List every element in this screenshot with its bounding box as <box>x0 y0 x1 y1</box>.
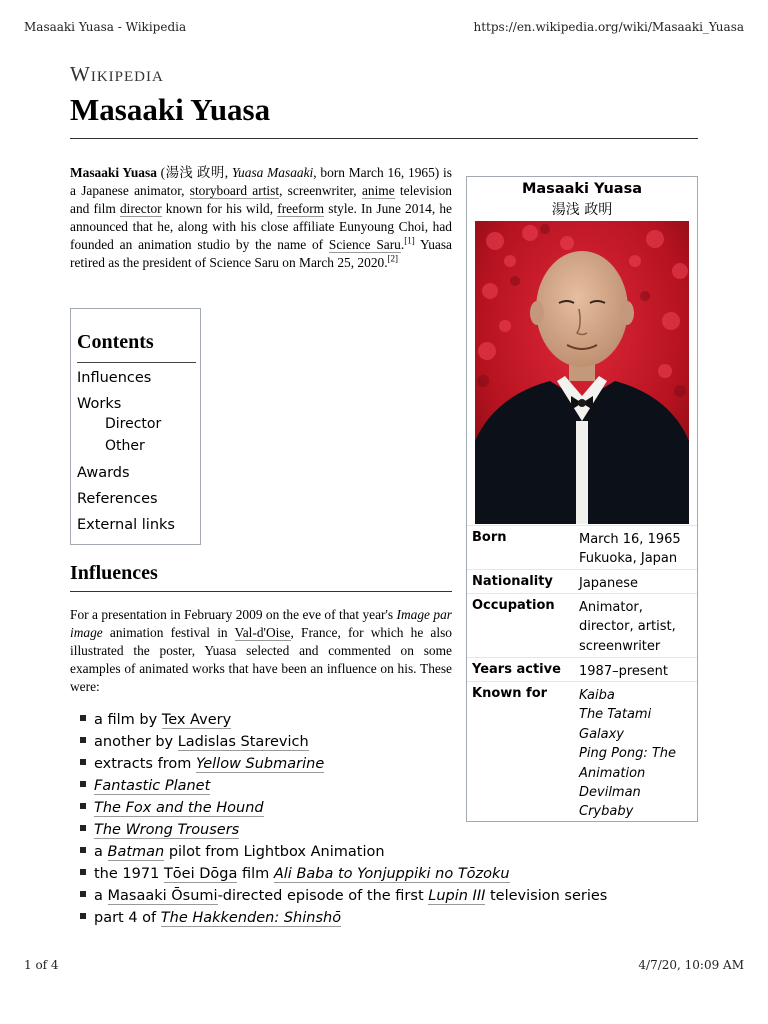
link-yellow-submarine[interactable]: Yellow Submarine <box>195 756 325 772</box>
link-freeform[interactable]: freeform <box>277 201 325 216</box>
infobox-title: Masaaki Yuasa <box>521 181 643 197</box>
link-tatami-galaxy[interactable]: Galaxy <box>579 726 625 742</box>
occupation-line: director, artist, <box>579 619 676 635</box>
infobox-row-years-active <box>467 657 697 681</box>
lead-paragraph <box>70 164 452 272</box>
link-ping-pong[interactable]: Animation <box>579 765 646 781</box>
list-item: the 1971 Tōei Dōga film Ali Baba to Yonjuppiki no Tōzoku <box>80 866 510 888</box>
occupation-value <box>579 598 695 656</box>
festival-name: Image par image <box>70 607 452 640</box>
print-footer <box>24 958 744 976</box>
lead-text: , <box>224 165 232 180</box>
lead-text: . <box>400 237 405 252</box>
infobox-row-occupation <box>467 593 697 657</box>
link-ping-pong[interactable]: Ping Pong: The <box>579 746 677 762</box>
lead-text: Yuasa retired as the president of Science Saru on March 25, 2020. <box>70 237 452 270</box>
years-active-label: Years active <box>472 662 561 677</box>
link-hakkenden[interactable]: The Hakkenden: Shinshō <box>160 910 342 926</box>
print-url: https://en.wikipedia.org/wiki/Masaaki_Yuasa <box>473 20 744 34</box>
lead-text: ( <box>156 165 166 180</box>
section-heading-influences: Influences <box>70 562 158 584</box>
link-science-saru[interactable]: Science Saru <box>328 237 401 252</box>
link-kaiba[interactable]: Kaiba <box>579 688 615 703</box>
born-date: March 16, 1965 <box>579 532 681 547</box>
link-lupin-iii[interactable]: Lupin III <box>428 888 486 904</box>
list-item <box>80 778 210 800</box>
list-item: a Batman pilot from Lightbox Animation <box>80 844 385 866</box>
lead-text: known for his wild, <box>161 201 278 216</box>
lead-text: style. In June 2014, he announced that he, along with his close affiliate Eunyoung Choi, had founded an animation studio by the name of <box>70 201 452 252</box>
bullet-icon <box>80 715 86 721</box>
list-item <box>80 822 239 844</box>
portrait-photo[interactable] <box>475 221 689 524</box>
table-of-contents <box>70 308 201 545</box>
link-wrong-trousers[interactable]: The Wrong Trousers <box>94 822 240 838</box>
infobox-native-name: 湯浅 政明 <box>551 202 613 218</box>
influences-text: , France, for which he also illustrated the poster, Yuasa selected and commented on some examples of animated works that have been an influence on his. These were: <box>70 625 452 694</box>
influences-paragraph <box>70 606 452 696</box>
toc-item-external-links[interactable]: External links <box>77 517 175 533</box>
link-tex-avery[interactable]: Tex Avery <box>161 712 232 728</box>
infobox-row-born <box>467 525 697 569</box>
print-timestamp: 4/7/20, 10:09 AM <box>638 958 744 972</box>
reference-2[interactable]: [2] <box>387 253 399 264</box>
infobox <box>466 176 698 822</box>
link-tatami-galaxy[interactable]: The Tatami <box>579 707 652 723</box>
list-item: a Masaaki Ōsumi-directed episode of the first Lupin III television series <box>80 888 607 910</box>
link-fox-and-the-hound[interactable]: The Fox and the Hound <box>94 800 264 816</box>
list-item <box>80 800 264 822</box>
bullet-icon <box>80 803 86 809</box>
years-active-text: 1987–present <box>579 664 669 679</box>
lead-text: , born March 16, 1965) is a Japanese animator, <box>70 165 452 198</box>
list-item: extracts from Yellow Submarine <box>80 756 324 778</box>
link-masaaki-osumi[interactable]: Masaaki Ōsumi <box>107 888 218 904</box>
reference-1[interactable]: [1] <box>404 235 415 246</box>
nationality-text: Japanese <box>579 576 639 591</box>
toc-item-works[interactable]: Works <box>77 396 122 412</box>
toc-item-awards[interactable]: Awards <box>77 465 130 481</box>
influences-text: For a presentation in February 2009 on the eve of that year's <box>70 607 397 622</box>
toc-item-influences[interactable]: Influences <box>77 370 152 386</box>
portrait-image <box>475 221 689 524</box>
toc-title: Contents <box>77 331 154 353</box>
occupation-line: Animator, <box>579 600 643 615</box>
bullet-icon <box>80 759 86 765</box>
toc-item-other[interactable]: Other <box>105 438 145 454</box>
bullet-icon <box>80 825 86 831</box>
page-title: Masaaki Yuasa <box>70 92 271 127</box>
influences-text: animation festival in <box>102 625 235 640</box>
link-devilman-crybaby[interactable]: Devilman <box>579 785 641 801</box>
link-fantastic-planet[interactable]: Fantastic Planet <box>94 778 211 794</box>
born-place: Fukuoka, Japan <box>579 551 678 567</box>
nationality-value <box>579 574 695 593</box>
occupation-line: screenwriter <box>579 638 661 654</box>
lead-name: Masaaki Yuasa <box>70 165 157 180</box>
bullet-icon <box>80 781 86 787</box>
infobox-row-known-for <box>467 681 697 821</box>
print-header <box>24 20 744 38</box>
bullet-icon <box>80 891 86 897</box>
lead-japanese: 湯浅 政明 <box>165 165 225 180</box>
lead-text: television and film <box>70 183 452 216</box>
lead-text: , screenwriter, <box>279 183 362 198</box>
bullet-icon <box>80 847 86 853</box>
title-divider <box>70 138 698 139</box>
list-item: part 4 of The Hakkenden: Shinshō <box>80 910 341 932</box>
infobox-row-nationality <box>467 569 697 593</box>
page-counter: 1 of 4 <box>24 958 59 972</box>
link-storyboard-artist[interactable]: storyboard artist <box>189 183 280 198</box>
link-director[interactable]: director <box>119 201 162 216</box>
known-for-label: Known for <box>472 686 548 701</box>
section-divider <box>70 591 452 592</box>
link-ladislas-starevich[interactable]: Ladislas Starevich <box>177 734 309 750</box>
list-item: a film by Tex Avery <box>80 712 231 734</box>
known-for-value <box>579 686 695 822</box>
bullet-icon <box>80 737 86 743</box>
years-active-value <box>579 662 695 681</box>
lead-romaji: Yuasa Masaaki <box>231 165 314 180</box>
link-toei-doga[interactable]: Tōei Dōga <box>163 866 238 882</box>
occupation-label: Occupation <box>472 598 555 613</box>
link-val-doise[interactable]: Val-d'Oise <box>234 625 291 640</box>
bullet-icon <box>80 869 86 875</box>
toc-divider <box>77 362 196 363</box>
born-value <box>579 530 695 569</box>
nationality-label: Nationality <box>472 574 553 589</box>
link-devilman-crybaby[interactable]: Crybaby <box>579 804 634 820</box>
wikipedia-wordmark: Wikipedia <box>70 62 164 86</box>
link-batman[interactable]: Batman <box>107 844 165 860</box>
born-label: Born <box>472 530 507 545</box>
link-ali-baba[interactable]: Ali Baba to Yonjuppiki no Tōzoku <box>273 866 510 882</box>
link-anime[interactable]: anime <box>361 183 395 198</box>
toc-item-references[interactable]: References <box>77 491 158 507</box>
list-item: another by Ladislas Starevich <box>80 734 309 756</box>
bullet-icon <box>80 913 86 919</box>
toc-item-director[interactable]: Director <box>105 416 162 432</box>
print-page-title: Masaaki Yuasa - Wikipedia <box>24 20 187 34</box>
